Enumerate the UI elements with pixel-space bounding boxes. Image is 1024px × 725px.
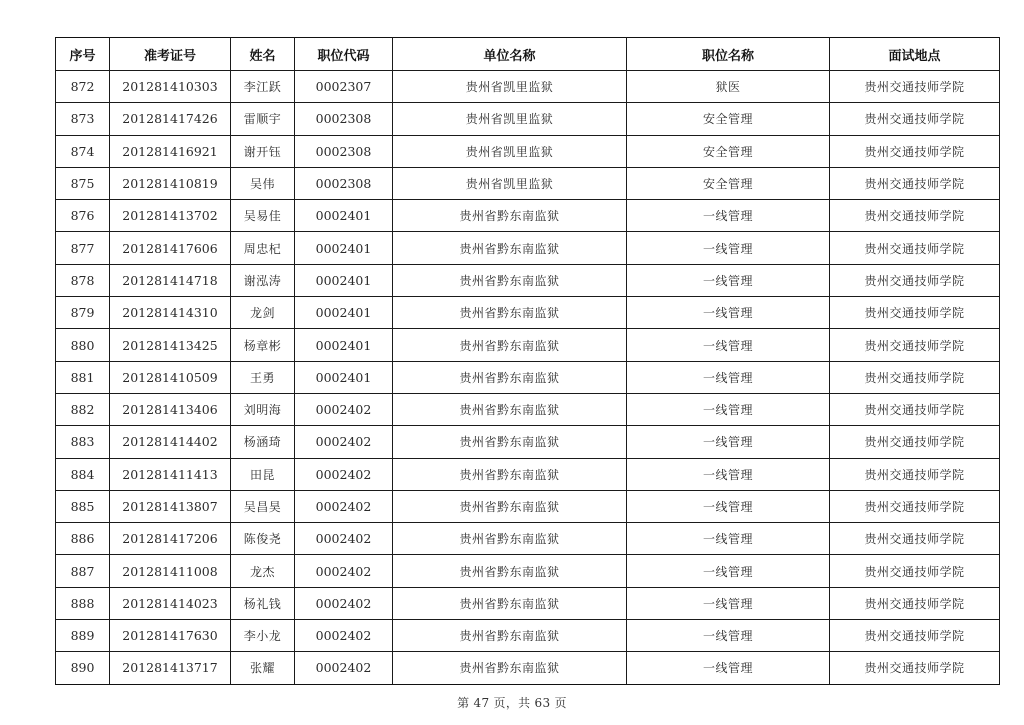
column-header-exam-id: 准考证号 xyxy=(110,38,231,71)
cell-position-code: 0002308 xyxy=(295,103,393,135)
cell-exam-id: 201281417426 xyxy=(110,103,231,135)
cell-position-code: 0002307 xyxy=(295,71,393,103)
cell-unit-name: 贵州省黔东南监狱 xyxy=(393,458,627,490)
cell-name: 谢泓涛 xyxy=(231,264,295,296)
cell-unit-name: 贵州省黔东南监狱 xyxy=(393,297,627,329)
table-row xyxy=(56,167,1000,199)
cell-interview-location: 贵州交通技师学院 xyxy=(830,297,1000,329)
cell-interview-location: 贵州交通技师学院 xyxy=(830,458,1000,490)
cell-unit-name: 贵州省黔东南监狱 xyxy=(393,232,627,264)
cell-position-code: 0002308 xyxy=(295,135,393,167)
cell-unit-name: 贵州省凯里监狱 xyxy=(393,103,627,135)
cell-name: 杨礼钱 xyxy=(231,587,295,619)
table-header-row xyxy=(56,38,1000,71)
cell-unit-name: 贵州省凯里监狱 xyxy=(393,71,627,103)
cell-unit-name: 贵州省黔东南监狱 xyxy=(393,393,627,425)
cell-position-code: 0002402 xyxy=(295,620,393,652)
cell-seq: 888 xyxy=(56,587,110,619)
cell-interview-location: 贵州交通技师学院 xyxy=(830,200,1000,232)
cell-position-name: 一线管理 xyxy=(627,490,830,522)
cell-position-name: 一线管理 xyxy=(627,297,830,329)
cell-position-code: 0002401 xyxy=(295,232,393,264)
cell-seq: 874 xyxy=(56,135,110,167)
cell-position-code: 0002402 xyxy=(295,490,393,522)
cell-unit-name: 贵州省黔东南监狱 xyxy=(393,426,627,458)
cell-exam-id: 201281417630 xyxy=(110,620,231,652)
cell-position-name: 安全管理 xyxy=(627,103,830,135)
cell-unit-name: 贵州省黔东南监狱 xyxy=(393,200,627,232)
cell-unit-name: 贵州省黔东南监狱 xyxy=(393,620,627,652)
cell-interview-location: 贵州交通技师学院 xyxy=(830,103,1000,135)
page-number: 第 47 页，共 63 页 xyxy=(457,696,567,710)
cell-exam-id: 201281416921 xyxy=(110,135,231,167)
cell-exam-id: 201281411413 xyxy=(110,458,231,490)
cell-unit-name: 贵州省黔东南监狱 xyxy=(393,587,627,619)
cell-interview-location: 贵州交通技师学院 xyxy=(830,426,1000,458)
column-header-unit-name: 单位名称 xyxy=(393,38,627,71)
cell-position-name: 一线管理 xyxy=(627,329,830,361)
cell-position-code: 0002401 xyxy=(295,361,393,393)
cell-interview-location: 贵州交通技师学院 xyxy=(830,555,1000,587)
cell-position-code: 0002402 xyxy=(295,426,393,458)
cell-name: 王勇 xyxy=(231,361,295,393)
cell-position-code: 0002401 xyxy=(295,264,393,296)
cell-interview-location: 贵州交通技师学院 xyxy=(830,167,1000,199)
cell-seq: 890 xyxy=(56,652,110,684)
cell-unit-name: 贵州省黔东南监狱 xyxy=(393,361,627,393)
cell-name: 吴昌昊 xyxy=(231,490,295,522)
cell-seq: 884 xyxy=(56,458,110,490)
table-row xyxy=(56,393,1000,425)
table-row xyxy=(56,103,1000,135)
cell-position-name: 一线管理 xyxy=(627,652,830,684)
cell-unit-name: 贵州省凯里监狱 xyxy=(393,167,627,199)
cell-position-name: 安全管理 xyxy=(627,167,830,199)
cell-name: 吴伟 xyxy=(231,167,295,199)
cell-unit-name: 贵州省黔东南监狱 xyxy=(393,329,627,361)
cell-name: 谢开钰 xyxy=(231,135,295,167)
table-row xyxy=(56,135,1000,167)
cell-position-name: 狱医 xyxy=(627,71,830,103)
cell-unit-name: 贵州省黔东南监狱 xyxy=(393,264,627,296)
cell-position-name: 一线管理 xyxy=(627,361,830,393)
table-row xyxy=(56,200,1000,232)
cell-unit-name: 贵州省黔东南监狱 xyxy=(393,523,627,555)
cell-exam-id: 201281411008 xyxy=(110,555,231,587)
cell-seq: 885 xyxy=(56,490,110,522)
table-row xyxy=(56,232,1000,264)
table-row xyxy=(56,361,1000,393)
cell-seq: 887 xyxy=(56,555,110,587)
cell-unit-name: 贵州省凯里监狱 xyxy=(393,135,627,167)
cell-position-code: 0002402 xyxy=(295,555,393,587)
cell-interview-location: 贵州交通技师学院 xyxy=(830,523,1000,555)
column-header-name: 姓名 xyxy=(231,38,295,71)
cell-seq: 882 xyxy=(56,393,110,425)
cell-position-name: 一线管理 xyxy=(627,232,830,264)
cell-seq: 873 xyxy=(56,103,110,135)
column-header-position-code: 职位代码 xyxy=(295,38,393,71)
cell-position-name: 一线管理 xyxy=(627,555,830,587)
cell-unit-name: 贵州省黔东南监狱 xyxy=(393,555,627,587)
cell-seq: 876 xyxy=(56,200,110,232)
cell-position-code: 0002402 xyxy=(295,652,393,684)
cell-position-name: 一线管理 xyxy=(627,523,830,555)
cell-interview-location: 贵州交通技师学院 xyxy=(830,361,1000,393)
cell-name: 雷顺宇 xyxy=(231,103,295,135)
cell-exam-id: 201281414718 xyxy=(110,264,231,296)
table-row xyxy=(56,297,1000,329)
table-row xyxy=(56,71,1000,103)
cell-exam-id: 201281417206 xyxy=(110,523,231,555)
cell-unit-name: 贵州省黔东南监狱 xyxy=(393,490,627,522)
cell-interview-location: 贵州交通技师学院 xyxy=(830,329,1000,361)
table-row xyxy=(56,490,1000,522)
table-row xyxy=(56,620,1000,652)
table-row xyxy=(56,587,1000,619)
cell-position-code: 0002401 xyxy=(295,297,393,329)
cell-interview-location: 贵州交通技师学院 xyxy=(830,232,1000,264)
cell-seq: 875 xyxy=(56,167,110,199)
cell-position-name: 一线管理 xyxy=(627,264,830,296)
column-header-position-name: 职位名称 xyxy=(627,38,830,71)
cell-position-name: 一线管理 xyxy=(627,393,830,425)
cell-position-name: 一线管理 xyxy=(627,620,830,652)
cell-name: 杨涵琦 xyxy=(231,426,295,458)
table-row xyxy=(56,329,1000,361)
cell-position-code: 0002402 xyxy=(295,523,393,555)
cell-name: 龙杰 xyxy=(231,555,295,587)
cell-position-name: 安全管理 xyxy=(627,135,830,167)
column-header-seq: 序号 xyxy=(56,38,110,71)
cell-exam-id: 201281410819 xyxy=(110,167,231,199)
cell-name: 田昆 xyxy=(231,458,295,490)
cell-exam-id: 201281414402 xyxy=(110,426,231,458)
table-row xyxy=(56,523,1000,555)
cell-interview-location: 贵州交通技师学院 xyxy=(830,587,1000,619)
cell-exam-id: 201281413702 xyxy=(110,200,231,232)
cell-name: 杨章彬 xyxy=(231,329,295,361)
cell-exam-id: 201281417606 xyxy=(110,232,231,264)
cell-position-code: 0002402 xyxy=(295,393,393,425)
interview-roster-table xyxy=(55,37,1000,685)
table-row xyxy=(56,458,1000,490)
cell-exam-id: 201281413425 xyxy=(110,329,231,361)
cell-seq: 877 xyxy=(56,232,110,264)
cell-exam-id: 201281413406 xyxy=(110,393,231,425)
cell-position-code: 0002308 xyxy=(295,167,393,199)
cell-position-name: 一线管理 xyxy=(627,587,830,619)
cell-exam-id: 201281413717 xyxy=(110,652,231,684)
table-body xyxy=(56,71,1000,685)
cell-exam-id: 201281414023 xyxy=(110,587,231,619)
cell-name: 李小龙 xyxy=(231,620,295,652)
column-header-interview-location: 面试地点 xyxy=(830,38,1000,71)
cell-seq: 883 xyxy=(56,426,110,458)
cell-seq: 886 xyxy=(56,523,110,555)
cell-exam-id: 201281414310 xyxy=(110,297,231,329)
cell-name: 龙剑 xyxy=(231,297,295,329)
cell-name: 张耀 xyxy=(231,652,295,684)
cell-position-code: 0002402 xyxy=(295,587,393,619)
cell-interview-location: 贵州交通技师学院 xyxy=(830,71,1000,103)
table-row xyxy=(56,652,1000,684)
cell-name: 周忠杞 xyxy=(231,232,295,264)
cell-interview-location: 贵州交通技师学院 xyxy=(830,490,1000,522)
cell-position-name: 一线管理 xyxy=(627,458,830,490)
cell-position-code: 0002401 xyxy=(295,329,393,361)
cell-seq: 872 xyxy=(56,71,110,103)
cell-seq: 880 xyxy=(56,329,110,361)
cell-position-code: 0002402 xyxy=(295,458,393,490)
cell-exam-id: 201281410509 xyxy=(110,361,231,393)
cell-name: 吴易佳 xyxy=(231,200,295,232)
cell-interview-location: 贵州交通技师学院 xyxy=(830,620,1000,652)
cell-position-code: 0002401 xyxy=(295,200,393,232)
cell-name: 陈俊尧 xyxy=(231,523,295,555)
table-row xyxy=(56,555,1000,587)
cell-seq: 879 xyxy=(56,297,110,329)
cell-interview-location: 贵州交通技师学院 xyxy=(830,652,1000,684)
cell-interview-location: 贵州交通技师学院 xyxy=(830,135,1000,167)
cell-seq: 878 xyxy=(56,264,110,296)
cell-seq: 881 xyxy=(56,361,110,393)
cell-position-name: 一线管理 xyxy=(627,426,830,458)
cell-interview-location: 贵州交通技师学院 xyxy=(830,393,1000,425)
cell-exam-id: 201281413807 xyxy=(110,490,231,522)
cell-name: 刘明海 xyxy=(231,393,295,425)
cell-name: 李江跃 xyxy=(231,71,295,103)
cell-seq: 889 xyxy=(56,620,110,652)
cell-interview-location: 贵州交通技师学院 xyxy=(830,264,1000,296)
cell-position-name: 一线管理 xyxy=(627,200,830,232)
cell-exam-id: 201281410303 xyxy=(110,71,231,103)
table-row xyxy=(56,426,1000,458)
table-row xyxy=(56,264,1000,296)
cell-unit-name: 贵州省黔东南监狱 xyxy=(393,652,627,684)
